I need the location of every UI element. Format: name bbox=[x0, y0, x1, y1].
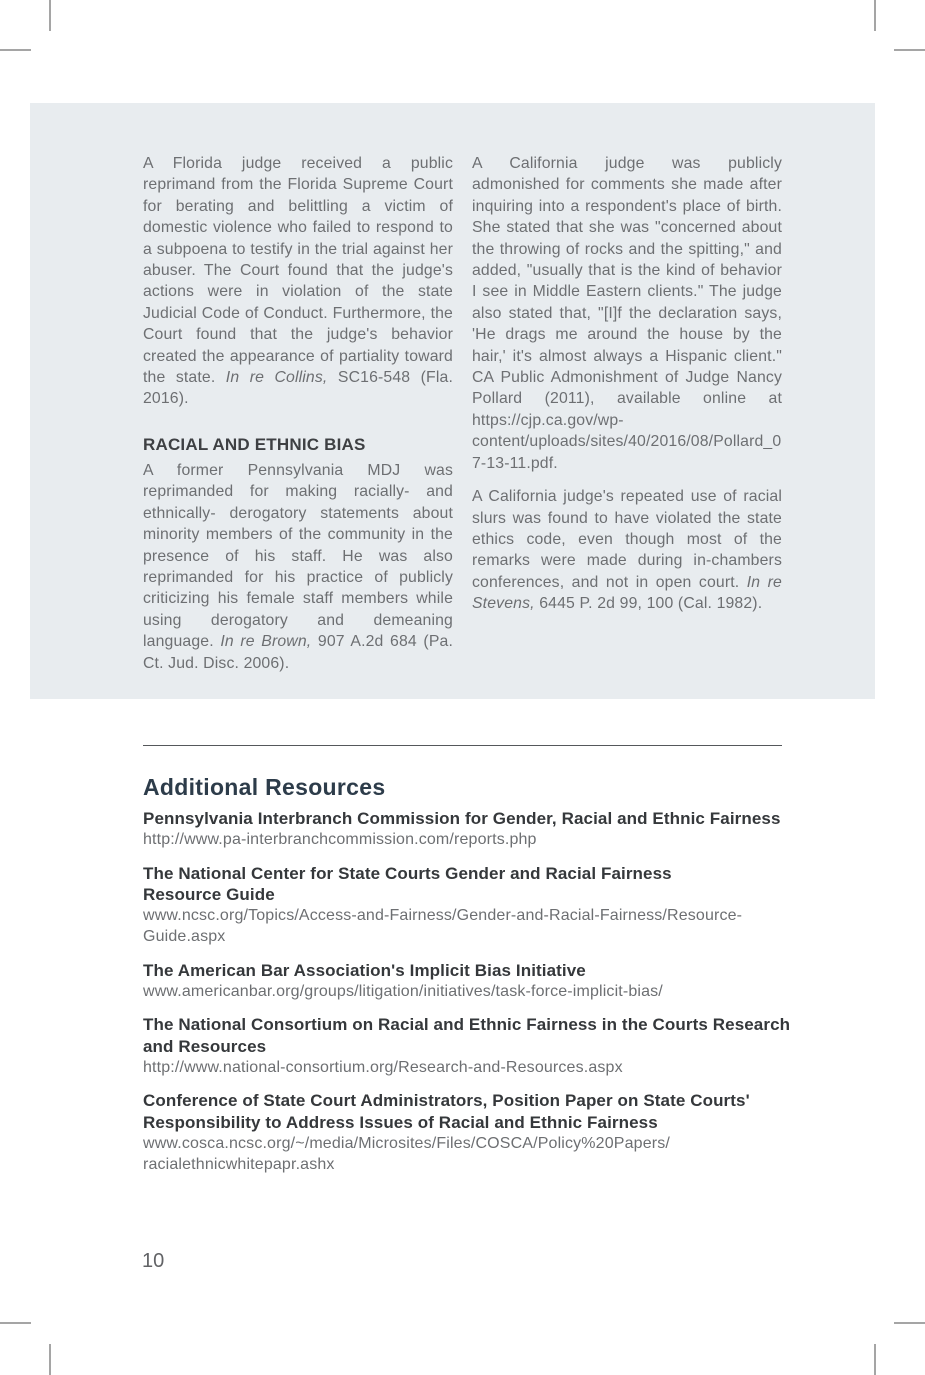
resource-item-aba-implicit-bias bbox=[143, 960, 803, 1003]
crop-mark-top-left-vertical bbox=[49, 0, 51, 31]
crop-mark-top-right-horizontal bbox=[894, 49, 925, 51]
resource-url-link[interactable]: http://www.national-consortium.org/Research-and-Resources.aspx bbox=[143, 1058, 623, 1076]
resource-title: and Resources bbox=[143, 1036, 267, 1056]
left-column bbox=[143, 153, 453, 674]
page-number: 10 bbox=[142, 1250, 165, 1272]
racial-ethnic-bias-heading: RACIAL AND ETHNIC BIAS bbox=[143, 434, 366, 454]
florida-case-citation-detail: SC16-548 (Fla. 2016). bbox=[143, 369, 453, 408]
resource-title: Responsibility to Address Issues of Racial and Ethnic Fairness bbox=[143, 1112, 658, 1132]
crop-mark-top-right-vertical bbox=[874, 0, 876, 31]
resource-title: Conference of State Court Administrators, Position Paper on State Courts' bbox=[143, 1091, 750, 1111]
pennsylvania-case-citation: In re Brown, bbox=[220, 633, 312, 651]
resource-url-link[interactable]: racialethnicwhitepapr.ashx bbox=[143, 1156, 335, 1174]
resource-title: Pennsylvania Interbranch Commission for Gender, Racial and Ethnic Fairness bbox=[143, 809, 781, 828]
right-column bbox=[472, 153, 782, 674]
california-admonishment-text: A California judge was publicly admonished for comments she made after inquiring into a respondent's place of birth. She stated that she was "concerned about the throwing of rocks and the spitting," and added, "usually that is the kind of behavior I see in Middle Eastern clients." The judge also stated that, "[I]f the declaration says, 'He drags me around the house by the hair,' it's almost always a Hispanic client." CA Public Admonishment of Judge Nancy Pollard (2011), available online at https://cjp.ca.gov/wp-content/uploads/sites/40/2016/08/Pollard_07-13-11.pdf. bbox=[472, 155, 782, 472]
california-slurs-citation-detail: 6445 P. 2d 99, 100 (Cal. 1982). bbox=[534, 595, 763, 613]
florida-case-paragraph bbox=[143, 153, 453, 410]
panel-columns bbox=[143, 153, 782, 674]
resource-title: Resource Guide bbox=[143, 884, 275, 904]
crop-mark-bottom-left-horizontal bbox=[0, 1322, 31, 1324]
california-slurs-citation: In re Stevens, bbox=[472, 573, 782, 613]
resource-item-ncsc-guide bbox=[143, 863, 803, 948]
crop-mark-bottom-right-vertical bbox=[874, 1344, 876, 1375]
resource-title: The National Consortium on Racial and Ethnic Fairness in the Courts Research bbox=[143, 1015, 791, 1035]
california-admonishment-paragraph bbox=[472, 153, 782, 474]
crop-mark-top-left-horizontal bbox=[0, 49, 31, 51]
pennsylvania-case-paragraph bbox=[143, 460, 453, 674]
pennsylvania-case-citation-detail: 907 A.2d 684 (Pa. Ct. Jud. Disc. 2006). bbox=[143, 633, 453, 672]
pennsylvania-case-text: A former Pennsylvania MDJ was reprimanded for making racially- and ethnically- derogatory statements about minority members of the community in the presence of his staff. He was also reprimanded for his practice of publicly criticizing his female staff members while using derogatory and demeaning language. bbox=[143, 461, 453, 651]
crop-mark-bottom-left-vertical bbox=[49, 1344, 51, 1375]
resource-url-link[interactable]: Guide.aspx bbox=[143, 928, 226, 946]
california-slurs-text: A California judge's repeated use of racial slurs was found to have violated the state ethics code, even though most of the remarks were made during in-chambers conferences, and not in open court. bbox=[472, 488, 782, 591]
case-summary-panel bbox=[30, 103, 875, 699]
resource-title: The American Bar Association's Implicit Bias Initiative bbox=[143, 960, 586, 980]
resource-title: The National Center for State Courts Gender and Racial Fairness bbox=[143, 863, 672, 883]
resource-item-cosca-position-paper bbox=[143, 1090, 803, 1175]
resource-url-link[interactable]: www.americanbar.org/groups/litigation/initiatives/task-force-implicit-bias/ bbox=[143, 983, 663, 1001]
additional-resources-heading: Additional Resources bbox=[143, 774, 386, 800]
resource-item-pa-interbranch bbox=[143, 808, 803, 851]
section-divider-rule bbox=[143, 745, 782, 746]
resource-url-link[interactable]: www.ncsc.org/Topics/Access-and-Fairness/Gender-and-Racial-Fairness/Resource- bbox=[143, 907, 743, 925]
florida-case-text: A Florida judge received a public reprimand from the Florida Supreme Court for berating and belittling a victim of domestic violence who failed to respond to a subpoena to testify in the trial against her abuser. The Court found that the judge's actions were in violation of the state Judicial Code of Conduct. Furthermore, the Court found that the judge's behavior created the appearance of partiality toward the state. bbox=[143, 155, 453, 387]
florida-case-citation: In re Collins, bbox=[225, 369, 328, 387]
resource-item-national-consortium bbox=[143, 1014, 803, 1078]
california-slurs-paragraph bbox=[472, 486, 782, 614]
additional-resources-section bbox=[143, 772, 803, 1187]
resource-url-link[interactable]: www.cosca.ncsc.org/~/media/Microsites/Files/COSCA/Policy%20Papers/ bbox=[143, 1134, 670, 1152]
crop-mark-bottom-right-horizontal bbox=[894, 1322, 925, 1324]
resource-url-link[interactable]: http://www.pa-interbranchcommission.com/reports.php bbox=[143, 831, 537, 849]
